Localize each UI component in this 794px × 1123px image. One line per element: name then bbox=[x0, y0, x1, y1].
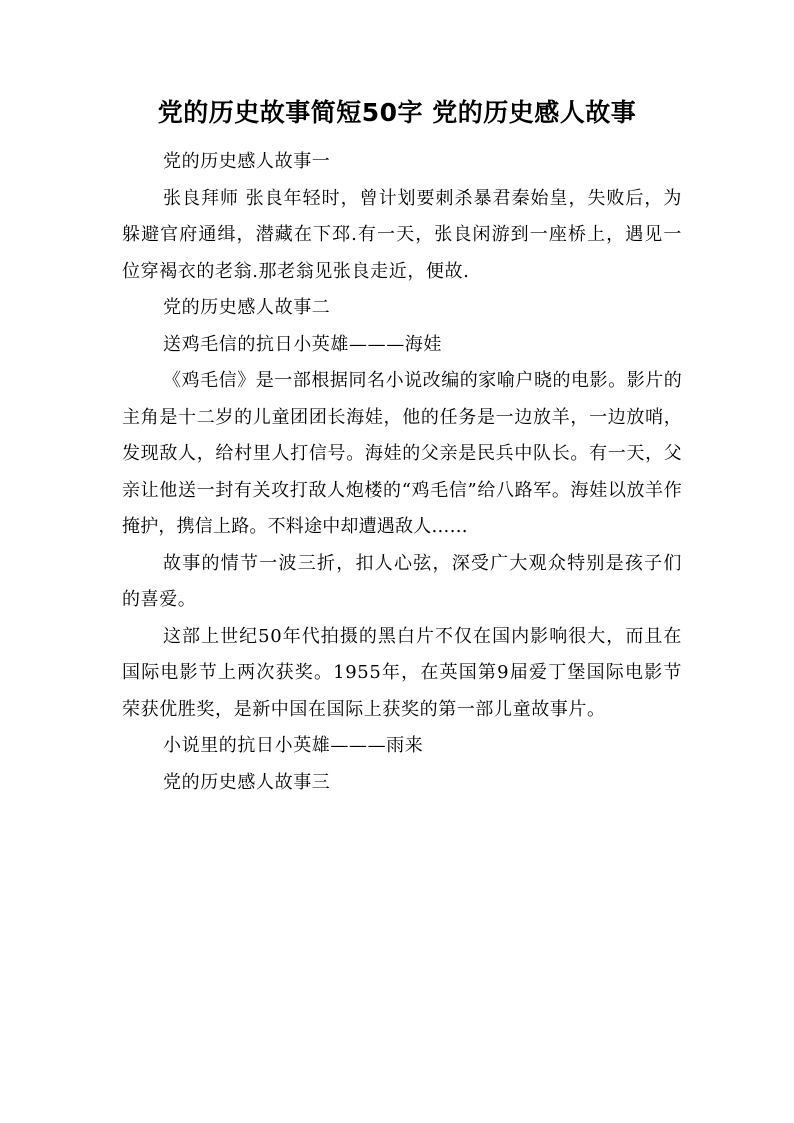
document-title: 党的历史故事简短50字 党的历史感人故事 bbox=[157, 98, 637, 127]
section-heading-1: 党的历史感人故事一 bbox=[163, 151, 331, 172]
section-heading-3: 党的历史感人故事三 bbox=[163, 771, 331, 793]
paragraph-zhang-liang: 张良拜师 张良年轻时，曾计划要刺杀暴君秦始皇，失败后，为躲避官府通缉，潜藏在下邳.有一天，张良闲游到一座桥上，遇见一位穿褐衣的老翁.那老翁见张良走近，便故. bbox=[122, 187, 682, 282]
document-body bbox=[122, 144, 682, 801]
paragraph-awards: 这部上世纪50年代拍摄的黑白片不仅在国内影响很大，而且在国际电影节上两次获奖。1955年，在英国第9届爱丁堡国际电影节荣获优胜奖，是新中国在国际上获奖的第一部儿童故事片。 bbox=[122, 625, 682, 720]
subheading-hai-wa: 送鸡毛信的抗日小英雄———海娃 bbox=[163, 333, 442, 355]
section-heading-2: 党的历史感人故事二 bbox=[163, 297, 331, 318]
paragraph-plot: 故事的情节一波三折，扣人心弦，深受广大观众特别是孩子们的喜爱。 bbox=[122, 552, 682, 610]
paragraph-feather-letter: 《鸡毛信》是一部根据同名小说改编的家喻户晓的电影。影片的主角是十二岁的儿童团团长海娃，他的任务是一边放羊，一边放哨，发现敌人，给村里人打信号。海娃的父亲是民兵中队长。有一天，父亲让他送一封有关攻打敌人炮楼的“鸡毛信”给八路军。海娃以放羊作掩护，携信上路。不料途中却遭遇敌人…… bbox=[122, 370, 682, 537]
subheading-yu-lai: 小说里的抗日小英雄———雨来 bbox=[163, 735, 424, 756]
